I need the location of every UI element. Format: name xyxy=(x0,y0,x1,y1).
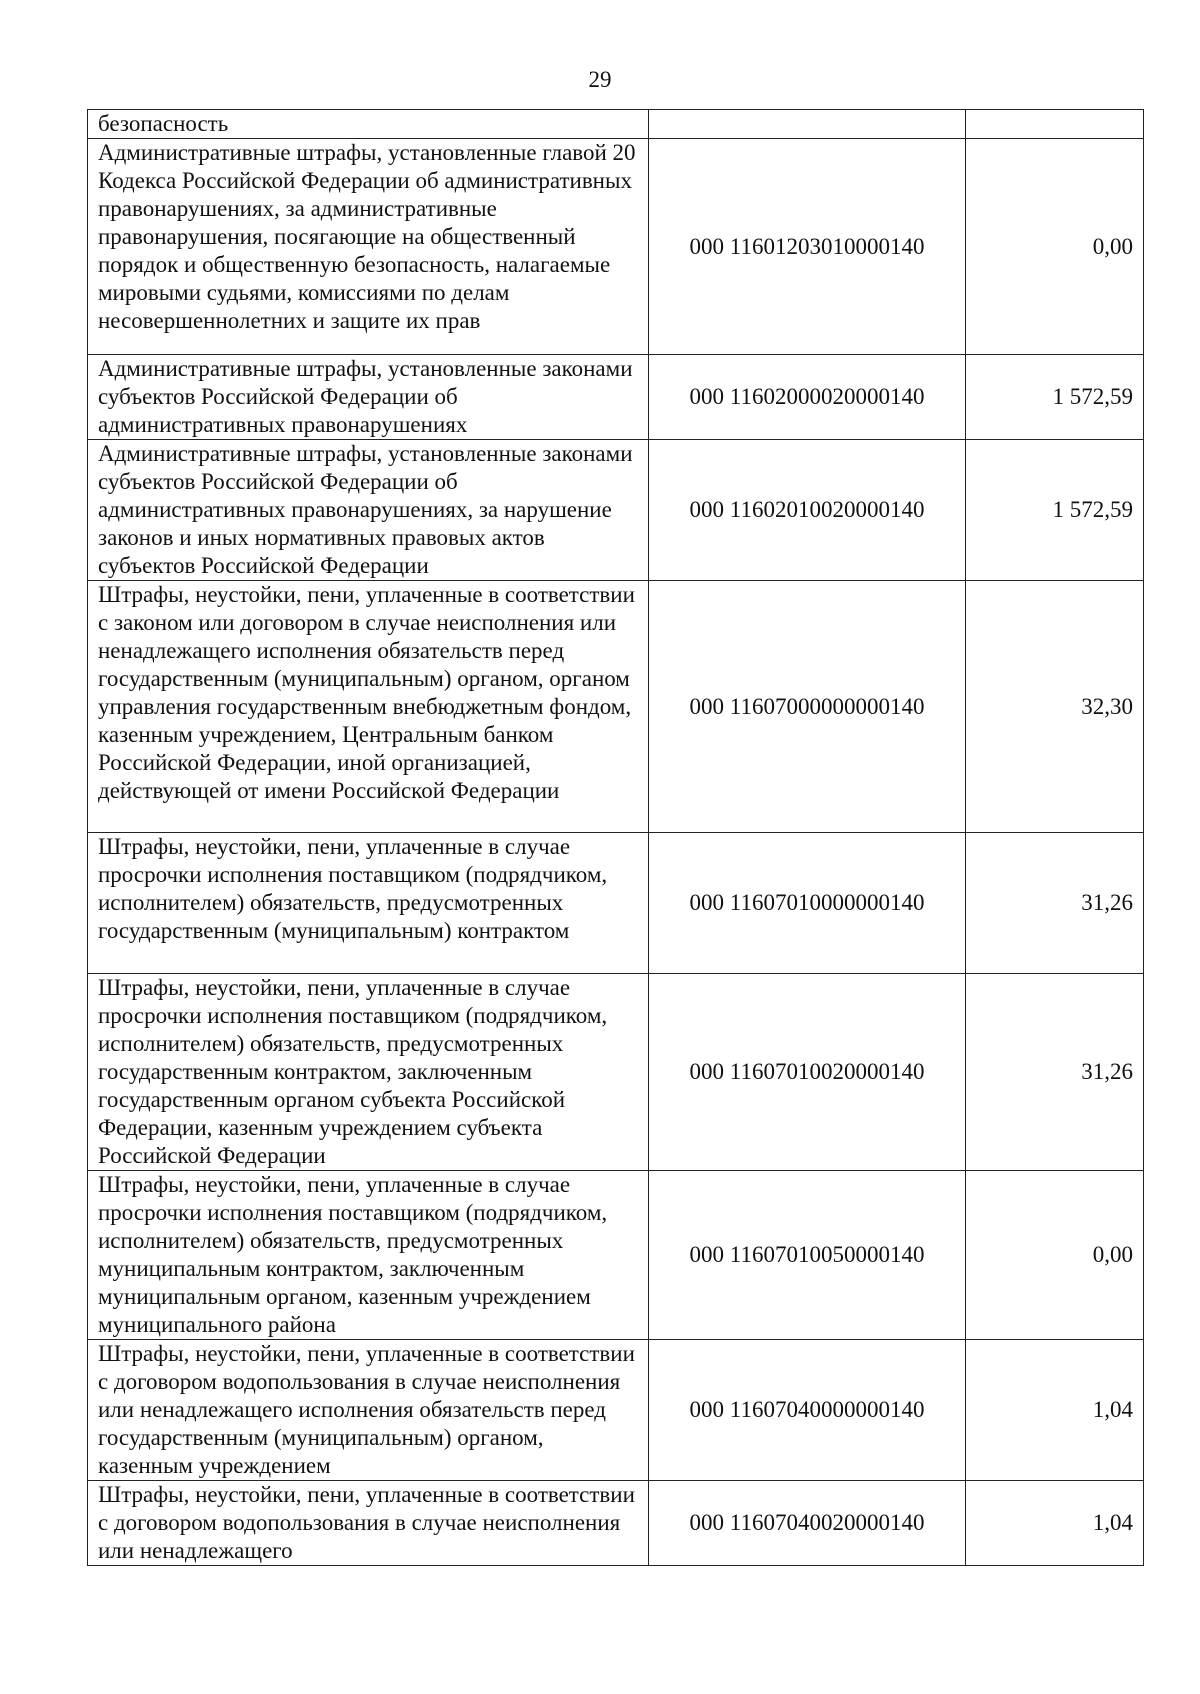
row-name-cell: Штрафы, неустойки, пени, уплаченные в соответствии с договором водопользования в случае неисполнения или ненадлежащего исполнения обязательств перед государственным (муниципальным) органом, казенным учреждением xyxy=(88,1340,649,1481)
row-amount-cell: 1,04 xyxy=(966,1340,1144,1481)
row-code-cell: 000 11602010020000140 xyxy=(649,440,966,581)
page-number: 29 xyxy=(588,67,612,92)
row-code-cell xyxy=(649,110,966,139)
table-row xyxy=(88,110,1144,139)
row-amount-cell: 0,00 xyxy=(966,1171,1144,1340)
row-name-cell: Штрафы, неустойки, пени, уплаченные в случае просрочки исполнения поставщиком (подрядчиком, исполнителем) обязательств, предусмотренных государственным (муниципальным) контрактом xyxy=(88,833,649,974)
row-name-cell: Штрафы, неустойки, пени, уплаченные в случае просрочки исполнения поставщиком (подрядчиком, исполнителем) обязательств, предусмотренных муниципальным контрактом, заключенным муниципальным органом, казенным учреждением муниципального района xyxy=(88,1171,649,1340)
row-amount-cell xyxy=(966,110,1144,139)
table-row xyxy=(88,833,1144,974)
row-code-cell: 000 11607040020000140 xyxy=(649,1481,966,1566)
row-code-cell: 000 11601203010000140 xyxy=(649,139,966,355)
row-amount-cell: 31,26 xyxy=(966,974,1144,1171)
row-amount-cell: 31,26 xyxy=(966,833,1144,974)
table-row xyxy=(88,581,1144,833)
row-code-cell: 000 11607000000000140 xyxy=(649,581,966,833)
row-code-cell: 000 11602000020000140 xyxy=(649,355,966,440)
row-code-cell: 000 11607010050000140 xyxy=(649,1171,966,1340)
table-row xyxy=(88,974,1144,1171)
row-name-cell: Административные штрафы, установленные главой 20 Кодекса Российской Федерации об административных правонарушениях, за административные правонарушения, посягающие на общественный порядок и общественную безопасность, налагаемые мировыми судьями, комиссиями по делам несовершеннолетних и защите их прав xyxy=(88,139,649,355)
budget-revenue-table xyxy=(87,109,1144,1566)
row-code-cell: 000 11607010020000140 xyxy=(649,974,966,1171)
table-row xyxy=(88,440,1144,581)
row-amount-cell: 32,30 xyxy=(966,581,1144,833)
table-row xyxy=(88,139,1144,355)
row-amount-cell: 1 572,59 xyxy=(966,355,1144,440)
table-row xyxy=(88,1340,1144,1481)
row-amount-cell: 1 572,59 xyxy=(966,440,1144,581)
row-code-cell: 000 11607040000000140 xyxy=(649,1340,966,1481)
table-row xyxy=(88,1171,1144,1340)
row-amount-cell: 0,00 xyxy=(966,139,1144,355)
row-name-cell: Административные штрафы, установленные законами субъектов Российской Федерации об административных правонарушениях, за нарушение законов и иных нормативных правовых актов субъектов Российской Федерации xyxy=(88,440,649,581)
row-code-cell: 000 11607010000000140 xyxy=(649,833,966,974)
row-amount-cell: 1,04 xyxy=(966,1481,1144,1566)
row-name-cell: Штрафы, неустойки, пени, уплаченные в соответствии с законом или договором в случае неисполнения или ненадлежащего исполнения обязательств перед государственным (муниципальным) органом, органом управления государственным внебюджетным фондом, казенным учреждением, Центральным банком Российской Федерации, иной организацией, действующей от имени Российской Федерации xyxy=(88,581,649,833)
row-name-cell: безопасность xyxy=(88,110,649,139)
row-name-cell: Штрафы, неустойки, пени, уплаченные в соответствии с договором водопользования в случае неисполнения или ненадлежащего xyxy=(88,1481,649,1566)
table-row xyxy=(88,1481,1144,1566)
row-name-cell: Штрафы, неустойки, пени, уплаченные в случае просрочки исполнения поставщиком (подрядчиком, исполнителем) обязательств, предусмотренных государственным контрактом, заключенным государственным органом субъекта Российской Федерации, казенным учреждением субъекта Российской Федерации xyxy=(88,974,649,1171)
row-name-cell: Административные штрафы, установленные законами субъектов Российской Федерации об административных правонарушениях xyxy=(88,355,649,440)
table-row xyxy=(88,355,1144,440)
